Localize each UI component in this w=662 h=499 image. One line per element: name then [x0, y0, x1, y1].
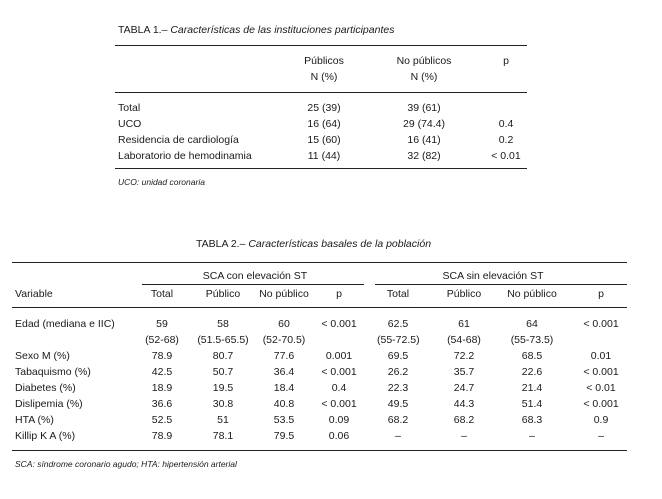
- table2-cell: 62.5: [387, 318, 409, 330]
- table2-col-publico1: Público: [205, 288, 241, 300]
- table2-cell: 78.9: [151, 350, 173, 362]
- table2-cell: 22.6: [521, 366, 543, 378]
- table2-caption: [196, 238, 431, 250]
- table2-cell: 18.4: [273, 382, 295, 394]
- table2-cell: 21.4: [521, 382, 543, 394]
- table1-caption: [118, 24, 394, 36]
- table2-cell: < 0.001: [321, 366, 357, 378]
- table2-cell: 0.001: [325, 350, 353, 362]
- table2-cell: 60: [278, 318, 290, 330]
- table2-cell: 24.7: [453, 382, 475, 394]
- table2-cell: < 0.001: [321, 318, 357, 330]
- table2-group1-header: SCA con elevación ST: [202, 270, 308, 282]
- table2-cell: < 0.01: [586, 382, 616, 394]
- table2-cell: –: [598, 430, 604, 442]
- table2-cell: 78.9: [151, 430, 173, 442]
- table2-top-rule: [12, 262, 627, 263]
- table2-cell: (55-73.5): [510, 334, 554, 346]
- table2-row-label: Edad (mediana e IIC): [15, 318, 115, 330]
- table2-cell: < 0.001: [321, 398, 357, 410]
- table2-row-label: Diabetes (%): [15, 382, 76, 394]
- table2-group1-rule: [142, 284, 364, 285]
- table2-cell: 69.5: [387, 350, 409, 362]
- table2-row-label: Dislipemia (%): [15, 398, 83, 410]
- table2-cell: 0.01: [590, 350, 612, 362]
- table2-cell: (54-68): [447, 334, 481, 346]
- table2-cell: (55-72.5): [377, 334, 420, 346]
- table2-cell: 64: [526, 318, 538, 330]
- table2-cell: 0.4: [331, 382, 347, 394]
- table2-cell: 44.3: [453, 398, 475, 410]
- table2-cell: (51.5-65.5): [197, 334, 249, 346]
- table2-cell: 80.7: [212, 350, 234, 362]
- table1-header-rule: [115, 92, 527, 93]
- table2-row-label: Killip K A (%): [15, 430, 76, 442]
- table2-cell: 68.2: [453, 414, 475, 426]
- table2-row-label: HTA (%): [15, 414, 54, 426]
- table1-col-publicos-header: Públicos N (%): [304, 55, 344, 83]
- table2-cell: 30.8: [212, 398, 234, 410]
- table2-col-p2: p: [598, 288, 604, 300]
- table2-cell: 50.7: [212, 366, 234, 378]
- table2-col-nopublico1: No público: [259, 288, 309, 300]
- table2-cell: < 0.001: [583, 318, 619, 330]
- table2-cell: 49.5: [387, 398, 409, 410]
- table2-row-label: Tabaquismo (%): [15, 366, 91, 378]
- table1-title: Características de las instituciones participantes: [170, 24, 395, 36]
- table2-cell: 59: [156, 318, 168, 330]
- table2-cell: 42.5: [151, 366, 173, 378]
- table2-cell: 18.9: [151, 382, 173, 394]
- table1-footnote: UCO: unidad coronaria: [118, 177, 205, 187]
- table2-cell: 77.6: [273, 350, 295, 362]
- table2-cell: 68.5: [521, 350, 543, 362]
- table2-cell: 53.5: [273, 414, 295, 426]
- table2-cell: (52-70.5): [262, 334, 306, 346]
- table2-header-rule: [12, 307, 627, 308]
- table2-label: TABLA 2.–: [196, 238, 246, 250]
- table2-group2-header: SCA sin elevación ST: [442, 270, 544, 282]
- table2-cell: < 0.001: [583, 366, 619, 378]
- table2-cell: 61: [458, 318, 470, 330]
- table2-cell: 0.06: [328, 430, 350, 442]
- table2-cell: –: [529, 430, 535, 442]
- table2-cell: < 0.001: [583, 398, 619, 410]
- table2-cell: 26.2: [387, 366, 409, 378]
- table2-cell: 58: [217, 318, 229, 330]
- table2-cell: 79.5: [273, 430, 295, 442]
- table2-cell: (52-68): [145, 334, 179, 346]
- table2-cell: 51: [217, 414, 229, 426]
- table2-cell: –: [395, 430, 401, 442]
- table1-label: TABLA 1.–: [118, 24, 168, 36]
- table2-cell: 35.7: [453, 366, 475, 378]
- table2-col-nopublico2: No público: [507, 288, 557, 300]
- table2-cell: 0.9: [593, 414, 609, 426]
- table2-group2-rule: [375, 284, 627, 285]
- table2-title: Características basales de la población: [248, 238, 432, 250]
- table2-col-p1: p: [336, 288, 342, 300]
- table2-cell: 0.09: [328, 414, 350, 426]
- table1-col-nopublicos-header: No públicos N (%): [396, 55, 452, 83]
- table2-footnote: SCA: síndrome coronario agudo; HTA: hipertensión arterial: [15, 459, 237, 469]
- table2-row-label: Sexo M (%): [15, 350, 70, 362]
- table2-col-variable: Variable: [15, 288, 53, 300]
- table2-col-total1: Total: [150, 288, 174, 300]
- table2-cell: 51.4: [521, 398, 543, 410]
- table2-col-publico2: Público: [446, 288, 482, 300]
- table2-cell: 36.4: [273, 366, 295, 378]
- table1-top-rule: [115, 45, 527, 46]
- table2-col-total2: Total: [386, 288, 410, 300]
- table2-cell: 68.3: [521, 414, 543, 426]
- table2-cell: 52.5: [151, 414, 173, 426]
- table1-bottom-rule: [115, 168, 527, 169]
- table2-cell: 22.3: [387, 382, 409, 394]
- table2-cell: 36.6: [151, 398, 173, 410]
- table2-cell: 68.2: [387, 414, 409, 426]
- table2-cell: –: [461, 430, 467, 442]
- table2-cell: 78.1: [212, 430, 234, 442]
- table2-cell: 19.5: [212, 382, 234, 394]
- table2-cell: 72.2: [453, 350, 475, 362]
- table1-col-p-header: p: [503, 55, 509, 67]
- table2-cell: 40.8: [273, 398, 295, 410]
- table2-bottom-rule: [12, 450, 627, 451]
